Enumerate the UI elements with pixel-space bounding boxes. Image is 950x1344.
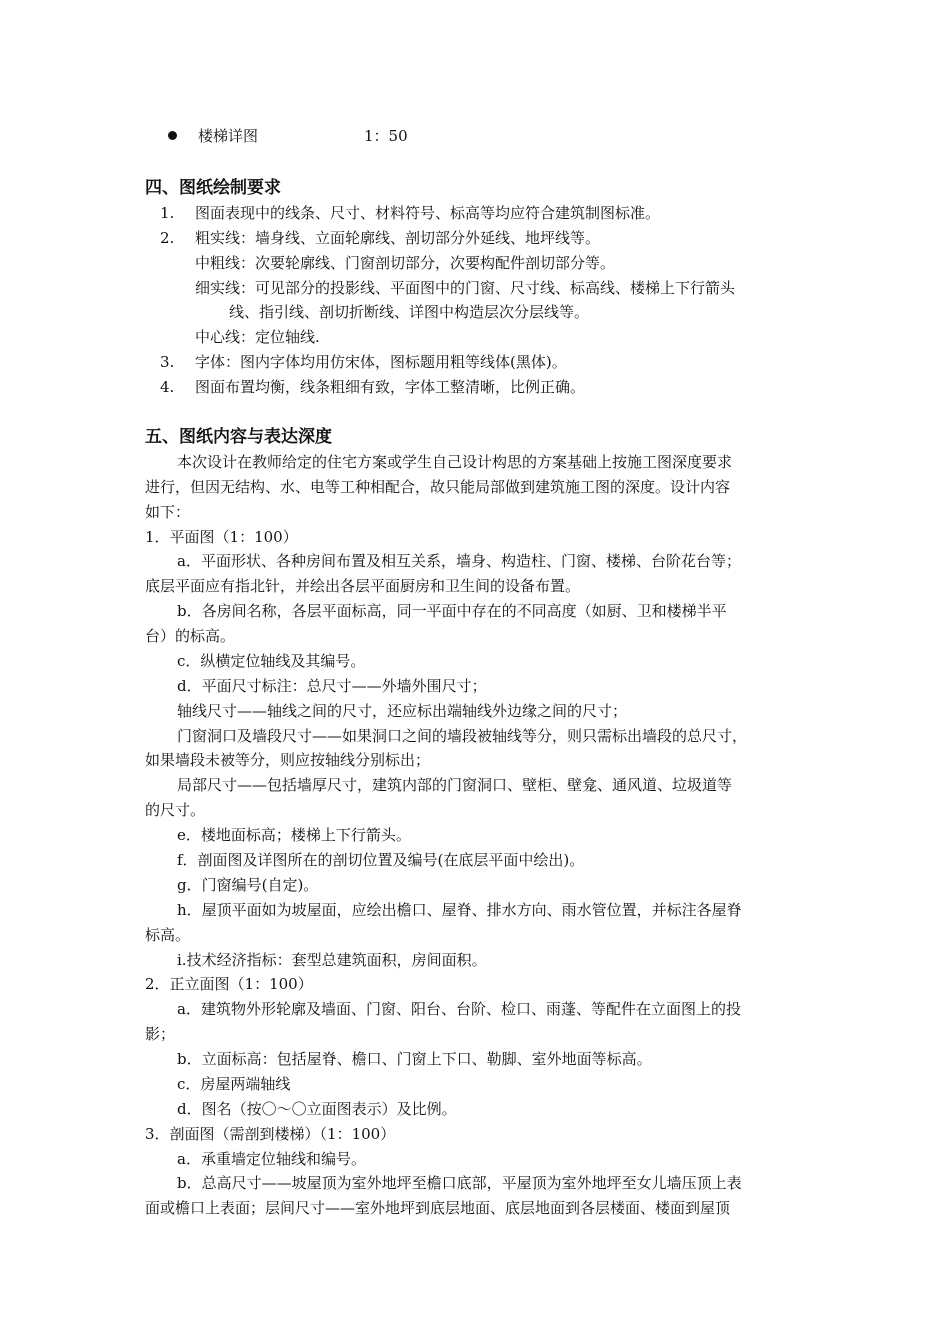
- section5-line: g．门窗编号(自定)。: [177, 876, 319, 894]
- section5-line: e．楼地面标高；楼梯上下行箭头。: [177, 826, 411, 844]
- section5-line: 3．剖面图（需剖到楼梯）（1：100）: [145, 1125, 396, 1143]
- section4-item-number: 1.: [160, 204, 175, 222]
- section5-line: 底层平面应有指北针，并绘出各层平面厨房和卫生间的设备布置。: [145, 577, 581, 595]
- section4-heading: 四、图纸绘制要求: [145, 178, 281, 198]
- bullet-item-scale: 1：50: [364, 127, 408, 145]
- section5-line: c．房屋两端轴线: [177, 1075, 291, 1093]
- section5-line: 面或檐口上表面；层间尺寸——室外地坪到底层地面、底层地面到各层楼面、楼面到屋顶: [145, 1199, 731, 1217]
- section5-line: 本次设计在教师给定的住宅方案或学生自己设计构思的方案基础上按施工图深度要求: [177, 453, 733, 471]
- section5-line: i.技术经济指标：套型总建筑面积，房间面积。: [177, 951, 487, 969]
- section4-item-number: 2.: [160, 229, 175, 247]
- section4-item-text: 图面表现中的线条、尺寸、材料符号、标高等均应符合建筑制图标准。: [195, 204, 661, 222]
- section4-item-text: 粗实线：墙身线、立面轮廓线、剖切部分外延线、地坪线等。: [195, 229, 601, 247]
- section4-item-number: 4.: [160, 378, 175, 396]
- section4-item-text: 中粗线：次要轮廓线、门窗剖切部分，次要构配件剖切部分等。: [195, 254, 616, 272]
- section5-line: 的尺寸。: [145, 801, 206, 819]
- section5-line: b．各房间名称，各层平面标高，同一平面中存在的不同高度（如厨、卫和楼梯半平: [177, 602, 727, 620]
- section5-line: 影；: [145, 1025, 176, 1043]
- section4-item-text: 线、指引线、剖切折断线、详图中构造层次分层线等。: [229, 303, 590, 321]
- section5-line: 2．正立面图（1：100）: [145, 975, 313, 993]
- section5-line: 局部尺寸——包括墙厚尺寸，建筑内部的门窗洞口、壁柜、壁龛、通风道、垃圾道等: [177, 776, 733, 794]
- bullet-item-label: 楼梯详图: [198, 127, 259, 145]
- bullet-icon: [168, 131, 177, 140]
- section5-line: 如下：: [145, 503, 191, 521]
- section5-line: h．屋顶平面如为坡屋面，应绘出檐口、屋脊、排水方向、雨水管位置，并标注各屋脊: [177, 901, 742, 919]
- section5-line: d．平面尺寸标注：总尺寸——外墙外围尺寸；: [177, 677, 487, 695]
- section5-line: a．承重墙定位轴线和编号。: [177, 1150, 366, 1168]
- section4-item-text: 中心线：定位轴线.: [195, 328, 320, 346]
- section5-heading: 五、图纸内容与表达深度: [145, 427, 332, 447]
- section4-item-text: 字体：图内字体均用仿宋体，图标题用粗等线体(黑体)。: [195, 353, 567, 371]
- section5-line: b．总高尺寸——坡屋顶为室外地坪至檐口底部，平屋顶为室外地坪至女儿墙压顶上表: [177, 1174, 742, 1192]
- section4-item-number: 3.: [160, 353, 175, 371]
- section5-line: 进行，但因无结构、水、电等工种相配合，故只能局部做到建筑施工图的深度。设计内容: [145, 478, 731, 496]
- section5-line: f．剖面图及详图所在的剖切位置及编号(在底层平面中绘出)。: [177, 851, 585, 869]
- section4-item-text: 图面布置均衡，线条粗细有致，字体工整清晰，比例正确。: [195, 378, 586, 396]
- section5-line: 1．平面图（1：100）: [145, 528, 298, 546]
- section5-line: a．建筑物外形轮廓及墙面、门窗、阳台、台阶、检口、雨蓬、等配件在立面图上的投: [177, 1000, 741, 1018]
- section5-line: c．纵横定位轴线及其编号。: [177, 652, 366, 670]
- section5-line: 轴线尺寸——轴线之间的尺寸，还应标出端轴线外边缘之间的尺寸；: [177, 702, 628, 720]
- section5-line: 如果墙段未被等分，则应按轴线分别标出；: [145, 751, 431, 769]
- section5-line: 门窗洞口及墙段尺寸——如果洞口之间的墙段被轴线等分，则只需标出墙段的总尺寸，: [177, 727, 748, 745]
- section4-item-text: 细实线：可见部分的投影线、平面图中的门窗、尺寸线、标高线、楼梯上下行箭头: [195, 279, 736, 297]
- section5-line: a．平面形状、各种房间布置及相互关系，墙身、构造柱、门窗、楼梯、台阶花台等；: [177, 552, 741, 570]
- section5-line: 标高。: [145, 926, 191, 944]
- section5-line: 台）的标高。: [145, 627, 236, 645]
- section5-line: b．立面标高：包括屋脊、檐口、门窗上下口、勒脚、室外地面等标高。: [177, 1050, 652, 1068]
- section5-line: d．图名（按〇～〇立面图表示）及比例。: [177, 1100, 457, 1118]
